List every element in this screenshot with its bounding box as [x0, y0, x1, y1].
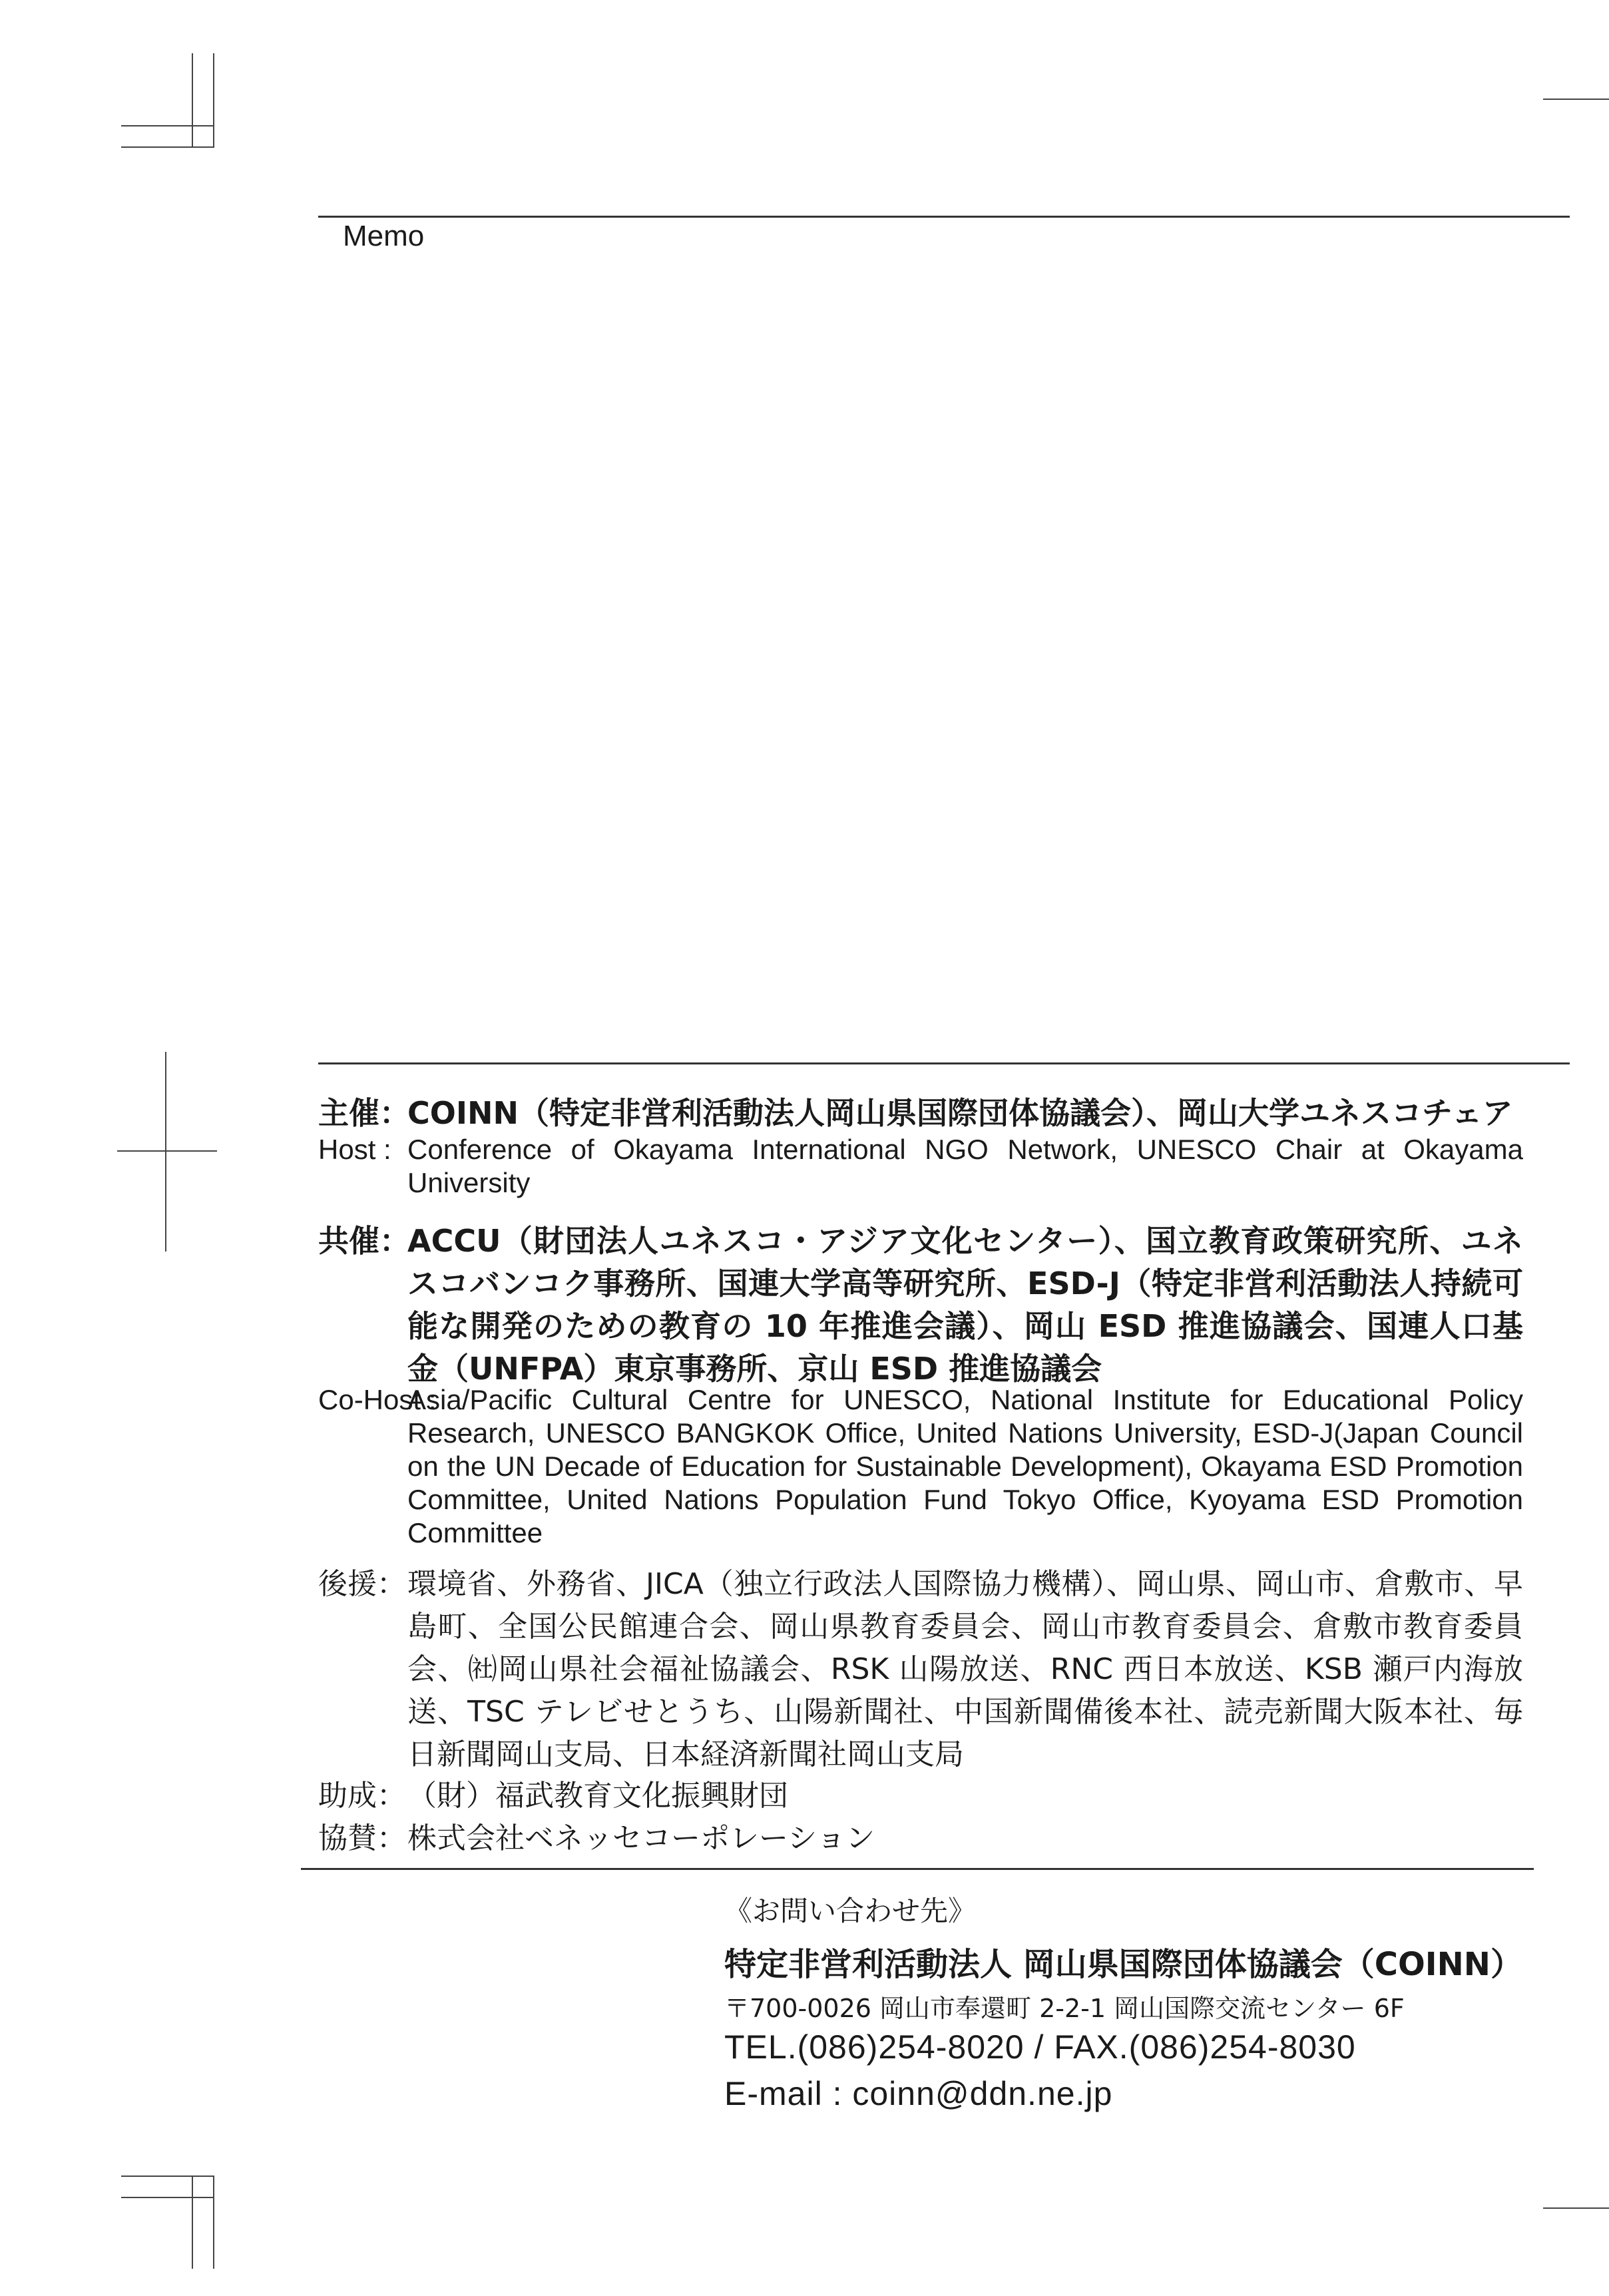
cohost-en-text: Asia/Pacific Cultural Centre for UNESCO, National Institute for Educational Policy Research, UNESCO BANGKOK Office, United Nations University, ESD-J(Japan Council on the UN Decade of Education for Sustainable Development), Okayama ESD Promotion Committee, United Nations Population Fund Tokyo Office, Kyoyama ESD Promotion Committee [407, 1384, 1523, 1548]
memo-label: Memo [343, 220, 425, 252]
grant-label: 助成： [318, 1779, 406, 1813]
crop-mark [1543, 2207, 1609, 2209]
cohost-ja-label: 共催： [318, 1223, 410, 1259]
crop-mark [213, 53, 214, 146]
host-ja-label: 主催： [318, 1095, 410, 1131]
memo-top-rule [318, 216, 1570, 218]
crop-mark [117, 1150, 217, 1152]
support-text: 環境省、外務省、JICA（独立行政法人国際協力機構）、岡山県、岡山市、倉敷市、早島町、全国公民館連合会、岡山県教育委員会、岡山市教育委員会、倉敷市教育委員会、㈳岡山県社会福祉協議会、RSK 山陽放送、RNC 西日本放送、KSB 瀬戸内海放送、TSC テレビせとうち、山陽新聞社、中国新聞備後本社、読売新聞大阪本社、毎日新聞岡山支局、日本経済新聞社岡山支局 [407, 1567, 1523, 1771]
sponsor-label: 協賛： [318, 1821, 406, 1855]
crop-mark [121, 146, 214, 148]
contact-address: 〒700-0026 岡山市奉還町 2-2-1 岡山国際交流センター 6F [724, 1994, 1405, 2023]
contact-heading: 《お問い合わせ先》 [724, 1895, 977, 1927]
contact-email: E-mail : coinn@ddn.ne.jp [724, 2075, 1113, 2112]
grant-text: （財）福武教育文化振興財団 [407, 1779, 788, 1813]
crop-mark [165, 1052, 166, 1252]
crop-mark [192, 2176, 193, 2269]
crop-mark [121, 2197, 214, 2198]
contact-organization: 特定非営利活動法人 岡山県国際団体協議会（COINN） [724, 1946, 1522, 1983]
cohost-ja-text: ACCU（財団法人ユネスコ・アジア文化センター）、国立教育政策研究所、ユネスコバンコク事務所、国連大学高等研究所、ESD-J（特定非営利活動法人持続可能な開発のための教育の 10 年推進会議）、岡山 ESD 推進協議会、国連人口基金（UNFPA）東京事務所、京山 ESD 推進協議会 [407, 1223, 1523, 1387]
crop-mark [121, 125, 214, 126]
contact-top-rule [301, 1868, 1534, 1870]
support-label: 後援： [318, 1567, 406, 1601]
sponsor-text: 株式会社ベネッセコーポレーション [407, 1821, 875, 1855]
crop-mark [121, 2176, 214, 2177]
host-ja-text: COINN（特定非営利活動法人岡山県国際団体協議会）、岡山大学ユネスコチェア [407, 1095, 1513, 1131]
host-en-text: Conference of Okayama International NGO Network, UNESCO Chair at Okayama University [407, 1134, 1523, 1198]
contact-tel-fax: TEL.(086)254-8020 / FAX.(086)254-8030 [724, 2028, 1356, 2066]
memo-bottom-rule [318, 1062, 1570, 1064]
crop-mark [192, 53, 193, 146]
crop-mark [1543, 99, 1609, 100]
crop-mark [213, 2176, 214, 2269]
host-en-label: Host : [318, 1134, 391, 1165]
cohost-en-label: Co-Host : [318, 1384, 437, 1415]
